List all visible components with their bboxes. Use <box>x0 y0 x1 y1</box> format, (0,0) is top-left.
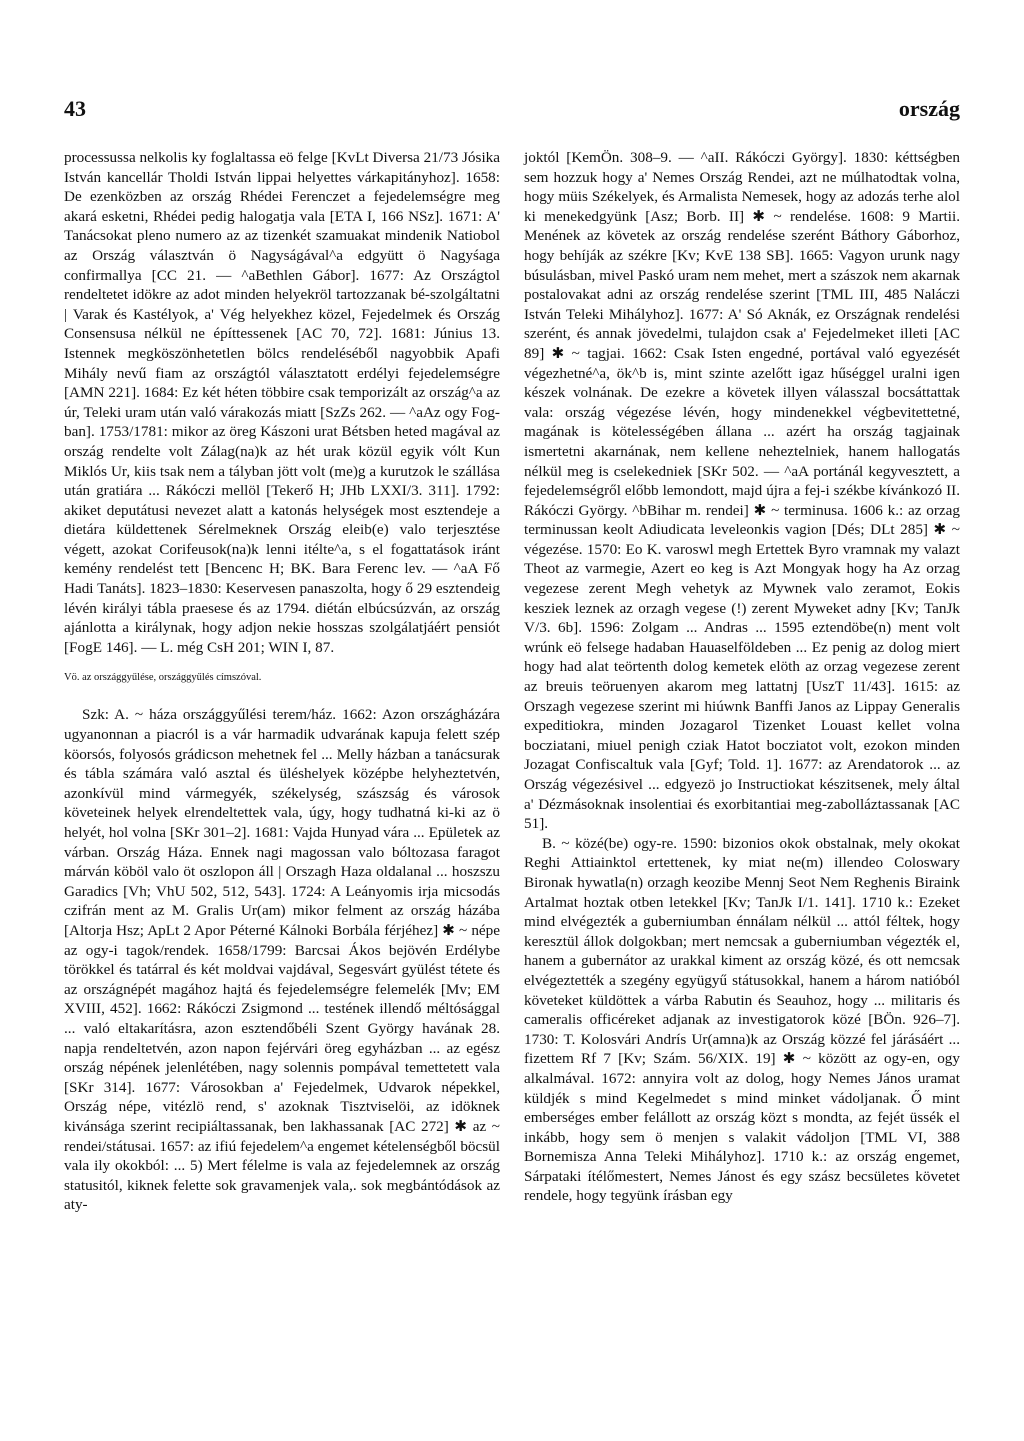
right-column <box>524 148 960 1206</box>
page-number: 43 <box>64 96 86 121</box>
left-column <box>64 148 500 1215</box>
subentry-paragraph: Szk: A. ~ háza országgyűlési terem/ház. 1662: Azon országházára ugyanonnan a piacról is a vár harmadik udvarának kapuja felett szép köorsós, folyosós grádicson mehetnek fel ... Melly házban a tanácsurak és tábla számára való asztal és üléshelyek középbe helyheztetvén, azonkívül mind vármegyék, székelység, szászság és városok követeinek helyek elrendeltettek vala, úgy, hogy tudhatná ki-ki az ö helyét, hol volna [SKr 301–2]. 1681: Vajda Hunyad vára ... Epületek az várban. Ország Háza. Ennek nagi magossan valo bóltozasa faragot márván köböl valo öt oszlopon áll | Orszagh Haza oldalanal ... hoszszu Garadics [Vh; VhU 502, 512, 543]. 1724: A Leányomis irja micsodás czifrán ment az M. Gralis Ur(am) mikor felment az ország házába [Altorja Hsz; ApLt 2 Apor Péterné Kálnoki Borbála férjéhez] ✱ ~ népe az ogy-i tagok/rendek. 1658/1799: Barcsai Ákos bejövén Erdélybe törökkel és tatárral és két moldvai vajdával, Segesvárt gyülést tétete és az országnépét magához hajtá és fejedelemségre felemelék [Mv; EM XVIII, 452]. 1662: Rákóczi Zsigmond ... testének illendő méltósággal ... való eltakarításra, azon esztendőbéli Szent György havának 28. napja rendeltetvén, azon napon fejérvári öreg egyházban ... az egész ország népének jelenlétében, nagy solennis pompával temettetett vala [SKr 314]. 1677: Városokban a' Fejedelmek, Udvarok népekkel, Ország népe, vitézlö rend, s' azoknak Tisztviselöi, az idöknek kivánsága szerint recipiáltassanak, ben lakhassanak [AC 272] ✱ az ~ rendei/státusai. 1657: az ifiú fejedelem^a engemet kételenségből böcsül vala ily okokból: ... 5) Mert félelme is vala az fejedelemnek az ország statusitól, kiknek felette sok gravamenjek vala,. sok megbántódások az aty- <box>64 706 500 1214</box>
subentry-paragraph: B. ~ közé(be) ogy-re. 1590: bizonios okok obstalnak, mely okokat Reghi Attiainktol ertettenek, ky miat ne(m) illendeo Coloswary Bironak hywatla(n) orzagh keozibe Mennj Seot Nem Reghenis Biraink Artalmat hoztak otben letekkel [Kv; TanJk I/1. 141]. 1710 k.: Ezeket mind elvégezték a guberniumban énnálam nélkül ... attól féltek, hogy keresztül állok dolgokban; mert nemcsak a guberniumban végezték el, hanem a gubernátor az urakkal kiment az ország közé, és ott nemcsak elvégeztették a szegény együgyű státusokkal, hanem a három natióból követeket küldöttek a várba Rabutin és Seauhoz, hogy ... militaris és cameralis officéreket adjanak az investigatorok közé [BÖn. 926–7]. 1730: T. Kolosvári Andrís Ur(amna)k az Ország közzé fel járásáért ... fizettem Rf 7 [Kv; Szám. 56/XIX. 19] ✱ ~ között az ogy-en, ogy alkalmával. 1672: annyira volt az dolog, hogy Nemes János uramat küldjék s mind Kegelmedet s mind minket vádoljanak. Ő mint emberséges ember felállott az ország közt s mondta, az fejét üssék el inkább, hogy sem ö menjen s valakit vádoljon [TML VI, 388 Bornemisza Anna Teleki Mihályhoz]. 1710 k.: az ország engemet, Sárpataki ítélőmestert, Nemes Jánost és egy szász becsületes követet rendele, hogy tegyünk írásban egy <box>524 834 960 1205</box>
cross-reference-note: Vö. az országgyűlése, országgyűlés címszóval. <box>64 672 262 684</box>
entry-paragraph: processussa nelkolis ky foglaltassa eö felge [KvLt Diversa 21/73 Jósika István kancellár Tholdi István lippai helyettes várkapitányhoz]. 1658: De ezenközben az ország Rhédei Ferenczet a fejedelemségre meg akará esketni, Rhédei pedig halogatja vala [ETA I, 166 NSz]. 1671: A' Tanácsokat pleno numero az az tizenkét szamuakat mindenik Natiobol az Ország választván ö Nagyságával^a edgyütt ö Nagyśaga confirmallya [CC 21. — ^aBethlen Gábor]. 1677: Az Országtol rendeltetet idökre az adot minden helyekröl tartozzanak bé-szolgáltatni | Varak és Kastélyok, a' Vég helyekhez közel, Fejedelmek és Ország Consensusa nélkül ne építtessenek [AC 70, 72]. 1681: Június 13. Istennek megköszönhetetlen bölcs rendeléséből nagyobbik Apafi Mihály nevű fiam az országtól választatott erdélyi fejedelemségre [AMN 221]. 1684: Ez két héten többire csak temporizált az ország^a az úr, Teleki uram után való várakozás miatt [SzZs 262. — ^aAz ogy Fog-ban]. 1753/1781: mikor az öreg Kászoni urat Bétsben heted magával az ország rendelte volt Zálag(na)k az hét urak közül egyik vólt Kun Miklós Ur, kiis tsak nem a tályban jött volt (me)g a kurutzok le szállása után gratiára ... Rákóczi mellöl [Tekerő H; JHb LXXI/3. 311]. 1792: akiket deputátusi nevezet alatt a katonás helységek most esztendeje a dietára küldettenek Sérelmeknek Ország eleib(e) valo terjesztése végett, azokat Corifeusok(na)k lenni itélte^a, s el fogattatások iránt kemény rendelést tett [Bencenc H; BK. Bara Ferenc lev. — ^aA Fő Hadi Tanáts]. 1823–1830: Keservesen panaszolta, hogy ő 29 esztendeig lévén királyi tábla praesese és az 1794. diétán elbúcsúzván, az ország ajánlotta a királynak, hogy adjon nekie hosszas szolgálatjáért pensiót [FogE 146]. — L. még CsH 201; WIN I, 87. <box>64 149 500 656</box>
running-headword: ország <box>898 96 960 121</box>
entry-paragraph: joktól [KemÖn. 308–9. — ^aII. Rákóczi György]. 1830: kéttségben sem hozzuk hogy a' Nemes Ország Rendei, azt ne múlhatodtak volna, hogy müis Székelyek, és Armalista Nemesek, hogy az adozás terhe alol ki menekedgyünk [Asz; Borb. II] ✱ ~ rendelése. 1608: 9 Martii. Menének az követek az ország rendelése szerént Báthory Gáborhoz, hogy behíják az székre [Kv; KvE 138 SB]. 1665: Vagyon urunk nagy búsulásban, mivel Paskó uram nem mehet, mert a szászok nem akarnak postalovakat adni az ország rendelése szerint [TML III, 485 Naláczi István Teleki Mihályhoz]. 1677: A' Só Aknák, ez Országnak rendelési szerént, és annak jövedelmi, tulajdon csak a' Fejedelmeket illeti [AC 89] ✱ ~ tagjai. 1662: Csak Isten engedné, portával való egyezését végezhetné^a, ök^b is, mint szinte azelőtt igaz hűséggel uralni igen készek volnának. De ezekre a követek illyen válasszal bocsáttattak vala: ország végezése lévén, hogy mindenekkel végbevitettetné, magának is kötelességében állana ... azért ha ország tagjainak ismertetni akarnának, nem kellene neheztelniek, hanem hallogatás nélkül meg is cselekedniek [SKr 502. — ^aA portánál kegyvesztett, a fejedelemségről előbb lemondott, majd újra a fej-i székbe kívánkozó II. Rákóczi György. ^bBihar m. rendei] ✱ ~ terminusa. 1606 k.: az orzag terminussan keolt Adiudicata leveleonkis vagion [Dés; DLt 285] ✱ ~ végezése. 1570: Eo K. varoswl megh Ertettek Byro vramnak my valazt Theot az varmegie, Azert eo keg is Azt Mongyak hogy ha Az orzag vegezese zerent Megh vehetyk az Mywnek valo zeramot, Eokis kesziek leznek az orzagh vegese (!) zerent Myweket adny [Kv; TanJk V/3. 6b]. 1596: Zolgam ... Andras ... 1595 eztendöbe(n) ment volt wrúnk eö felsege hadaban Hauaselföldeben ... Ez penig az dolog miert hogy had alat teörtenth dolog kemetek elöth az orzag vegezese zerent az breuis teöruenyen akarom meg lattatnj [UszT 11/43]. 1615: az Orszagh vegezese szerint mi hiúwnk Banffi Janos az Lippay Generalis expeditiokra, minden Jozagarol Tizenket Louast kellet volna bocziatani, miuel penigh cziak Hatot bocziatot volt, ezokon minden Jozagat Confiscaltuk vala [Gyf; Told. 1]. 1677: az Arendatorok ... az Ország végezésivel ... edgyezö jo Instructiokat készitsenek, mely által a' Dézmásoknak insolentiai és exorbitantiai meg-zabolláztassanak [AC 51]. <box>524 149 960 833</box>
